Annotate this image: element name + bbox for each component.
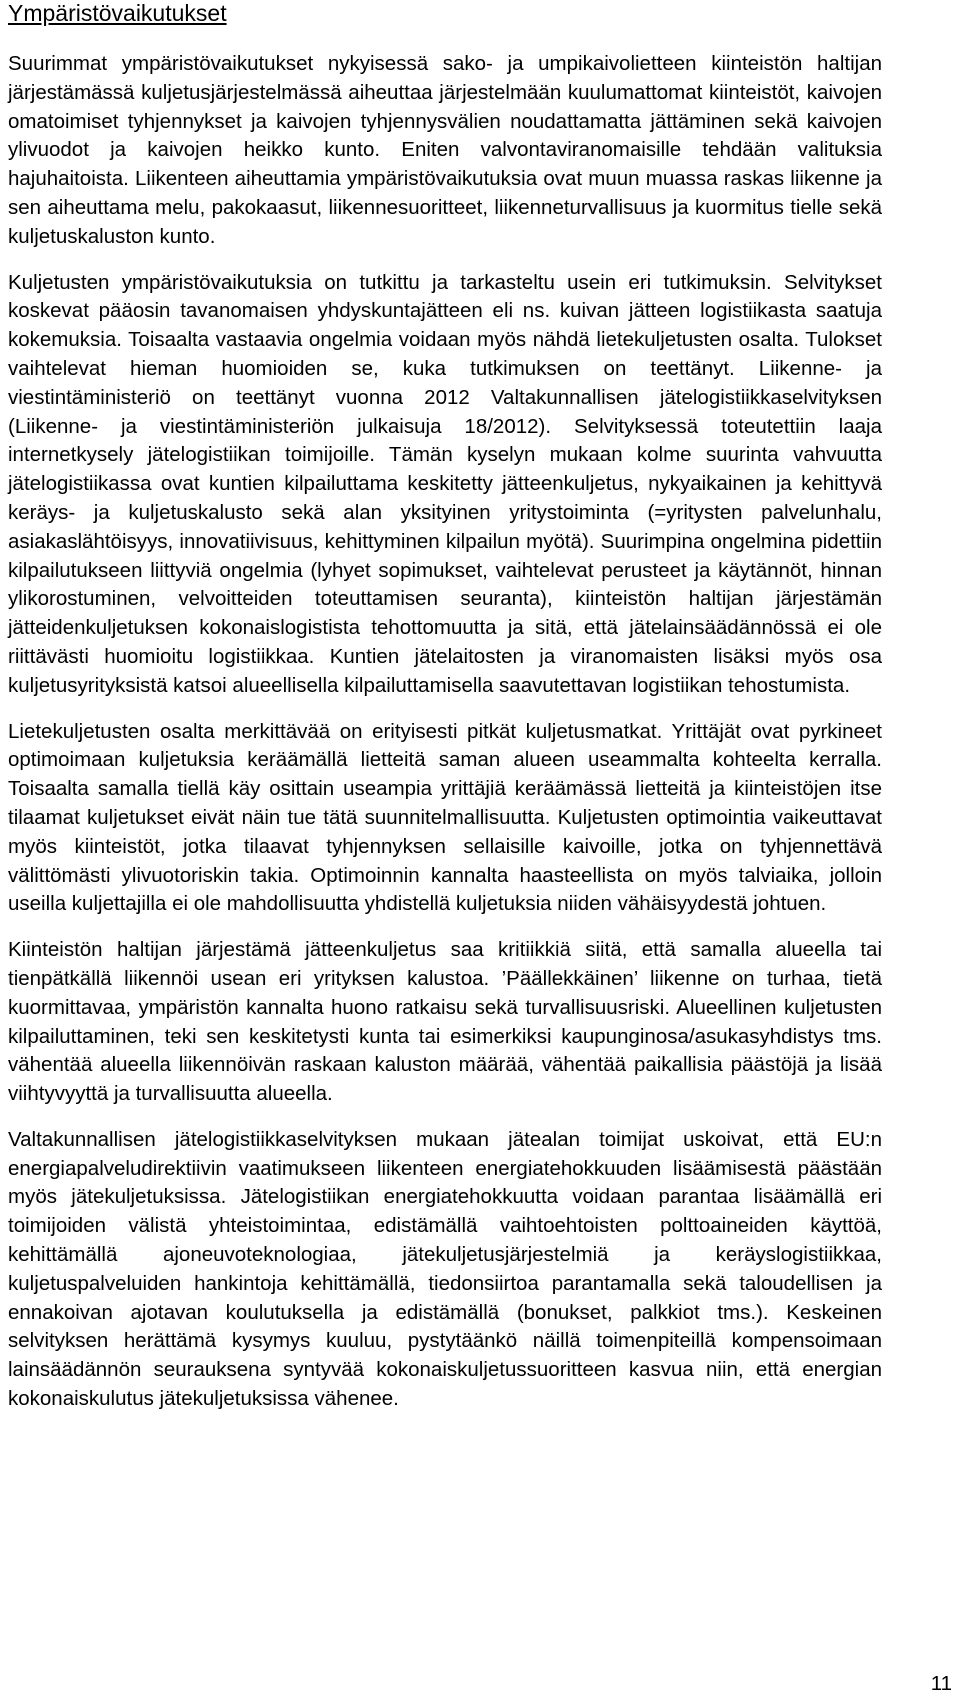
paragraph-energy-efficiency: Valtakunnallisen jätelogistiikkaselvityksen mukaan jätealan toimijat uskoivat, että EU:n energiapalveludirektiivin vaatimukseen liikenteen energiatehokkuuden lisäämisestä päästään myös jätekuljetuksissa. Jätelogistiikan energiatehokkuutta voidaan parantaa lisäämällä eri toimijoiden välistä yhteistoimintaa, edistämällä vaihtoehtoisten polttoaineiden käyttöä, kehittämällä ajoneuvoteknologiaa, jätekuljetusjärjestelmiä ja keräyslogistiikkaa, kuljetuspalveluiden hankintoja kehittämällä, tiedonsiirtoa parantamalla sekä taloudellisen ja ennakoivan ajotavan koulutuksella ja edistämällä (bonukset, palkkiot tms.). Keskeinen selvityksen herättämä kysymys kuuluu, pystytäänkö näillä toimenpiteillä kompensoimaan lainsäädännön seurauksena syntyvää kokonaiskuljetussuoritteen kasvua niin, että energian kokonaiskulutus jätekuljetuksissa vähenee. bbox=[8, 1127, 882, 1411]
document-page bbox=[8, 0, 882, 1414]
page-number: 11 bbox=[930, 1672, 952, 1695]
paragraph-property-owner-transport: Kiinteistön haltijan järjestämä jätteenkuljetus saa kritiikkiä siitä, että samalla alueella tai tienpätkällä liikennöi usean eri yrityksen kalustoa. ’Päällekkäinen’ liikenne on turhaa, tietä kuormittavaa, ympäristön kannalta huono ratkaisu sekä turvallisuusriski. Alueellinen kuljetusten kilpailuttaminen, teki sen keskitetysti kunta tai esimerkiksi kaupunginosa/asukasyhdistys tms. vähentää alueella liikennöivän raskaan kaluston määrää, vähentää paikallisia päästöjä ja lisää viihtyvyyttä ja turvallisuutta alueella. bbox=[8, 938, 882, 1106]
section-heading: Ympäristövaikutukset bbox=[8, 0, 227, 26]
paragraph-environmental-impacts: Suurimmat ympäristövaikutukset nykyisessä sako- ja umpikaivolietteen kiinteistön haltijan järjestämässä kuljetusjärjestelmässä aiheuttaa järjestelmään kuulumattomat kiinteistöt, kaivojen omatoimiset tyhjennykset ja kaivojen tyhjennysvälien noudattamatta jättäminen sekä kaivojen ylivuodot ja kaivojen heikko kunto. Eniten valvontaviranomaisille tehdään valituksia hajuhaitoista. Liikenteen aiheuttamia ympäristövaikutuksia ovat muun muassa raskas liikenne ja sen aiheuttama melu, pakokaasut, liikennesuoritteet, liikenneturvallisuus ja kuormitus tielle sekä kuljetuskaluston kunto. bbox=[8, 52, 882, 248]
paragraph-sludge-transport: Lietekuljetusten osalta merkittävää on erityisesti pitkät kuljetusmatkat. Yrittäjät ovat pyrkineet optimoimaan kuljetuksia keräämällä lietteitä saman alueen useammalta kohteelta kerralla. Toisaalta samalla tiellä käy osittain useampia yrittäjiä keräämässä lietteitä ja kiinteistöjen itse tilaamat kuljetukset eivät näin tue tätä suunnitelmallisuutta. Kuljetusten optimointia vaikeuttavat myös kiinteistöt, jotka tilaavat tyhjennyksen sellaisille kaivoille, jotka on tyhjennettävä välittömästi ylivuotoriskin takia. Optimoinnin kannalta haasteellista on myös talviaika, jolloin useilla kuljettajilla ei ole mahdollisuutta yhdistellä kuljetuksia niiden vähäisyydestä johtuen. bbox=[8, 719, 882, 916]
paragraph-transport-studies: Kuljetusten ympäristövaikutuksia on tutkittu ja tarkasteltu usein eri tutkimuksin. Selvitykset koskevat pääosin tavanomaisen yhdyskuntajätteen eli ns. kuivan jätteen logistiikasta saatuja kokemuksia. Toisaalta vastaavia ongelmia voidaan myös nähdä lietekuljetusten osalta. Tulokset vaihtelevat hieman huomioiden se, kuka tutkimuksen on teettänyt. Liikenne- ja viestintäministeriö on teettänyt vuonna 2012 Valtakunnallisen jätelogistiikkaselvityksen (Liikenne- ja viestintäministeriön julkaisuja 18/2012). Selvityksessä toteutettiin laaja internetkysely jätelogistiikan toimijoille. Tämän kyselyn mukaan kolme suurinta vahvuutta jätelogistiikassa ovat kuntien kilpailuttama keskitetty jätteenkuljetus, nykyaikainen ja kehittyvä keräys- ja kuljetuskalusto sekä alan yksityinen yritystoiminta (=yritysten palvelunhalu, asiakaslähtöisyys, innovatiivisuus, kehittyminen kilpailun myötä). Suurimpina ongelmina pidettiin kilpailutukseen liittyviä ongelmia (lyhyet sopimukset, vaihtelevat perusteet ja käytännöt, hinnan ylikorostuminen, velvoitteiden toteuttamisen seuranta), kiinteistön haltijan järjestämän jätteidenkuljetuksen kokonaislogistista tehottomuutta ja sitä, että jätelainsäädännössä ei ole riittävästi huomioitu logistiikkaa. Kuntien jätelaitosten ja viranomaisten lisäksi myös osa kuljetusyrityksistä katsoi alueellisella kilpailuttamisella saavutettavan logistiikan tehostumista. bbox=[8, 270, 882, 697]
